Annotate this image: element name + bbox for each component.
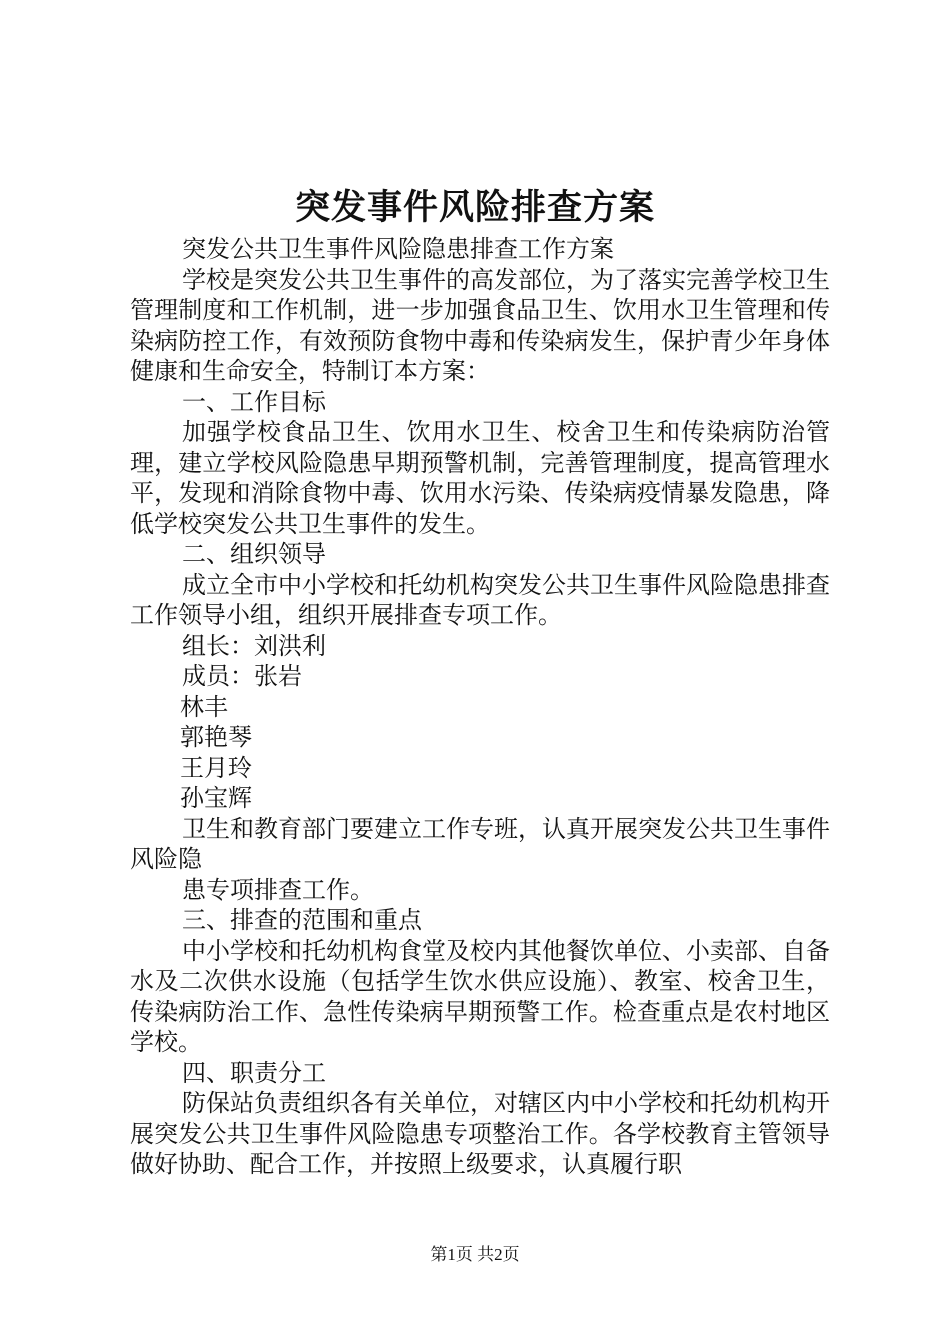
team-member-name: 郭艳琴 (180, 723, 252, 751)
team-member-name: 王月玲 (180, 753, 252, 782)
team-member-name: 林丰 (180, 692, 228, 721)
paragraph-work-team-cont: 患专项排查工作。 (182, 875, 374, 904)
paragraph-scope: 中小学校和托幼机构食堂及校内其他餐饮单位、小卖部、自备水及二次供水设施（包括学生饮水供应设施）、教室、校舍卫生，传染病防治工作、急性传染病早期预警工作。检查重点是农村地区学校。 (130, 936, 830, 1056)
team-leader-line: 组长：刘洪利 (182, 631, 326, 660)
page-footer: 第1页 共2页 (430, 1245, 520, 1264)
section-heading-scope: 三、排查的范围和重点 (182, 906, 422, 934)
section-heading-goals: 一、工作目标 (182, 387, 326, 416)
team-member-line: 成员：张岩 (182, 662, 302, 690)
team-member-name: 孙宝辉 (180, 784, 252, 812)
section-heading-leadership: 二、组织领导 (182, 540, 326, 568)
paragraph-work-team: 卫生和教育部门要建立工作专班，认真开展突发公共卫生事件风险隐 (130, 814, 830, 873)
paragraph-leadership: 成立全市中小学校和托幼机构突发公共卫生事件风险隐患排查工作领导小组，组织开展排查专项工作。 (130, 570, 830, 629)
document-body (130, 234, 830, 1180)
paragraph-intro: 学校是突发公共卫生事件的高发部位，为了落实完善学校卫生管理制度和工作机制，进一步加强食品卫生、饮用水卫生管理和传染病防控工作，有效预防食物中毒和传染病发生，保护青少年身体健康和生命安全，特制订本方案： (130, 265, 830, 385)
document-title: 突发事件风险排查方案 (294, 187, 655, 228)
paragraph-goals: 加强学校食品卫生、饮用水卫生、校舍卫生和传染病防治管理，建立学校风险隐患早期预警机制，完善管理制度，提高管理水平，发现和消除食物中毒、饮用水污染、传染病疫情暴发隐患，降低学校突发公共卫生事件的发生。 (130, 418, 830, 538)
paragraph-duties: 防保站负责组织各有关单位，对辖区内中小学校和托幼机构开展突发公共卫生事件风险隐患专项整治工作。各学校教育主管领导做好协助、配合工作，并按照上级要求，认真履行职 (130, 1089, 830, 1178)
paragraph-subtitle: 突发公共卫生事件风险隐患排查工作方案 (182, 235, 614, 263)
section-heading-duties: 四、职责分工 (182, 1058, 326, 1087)
